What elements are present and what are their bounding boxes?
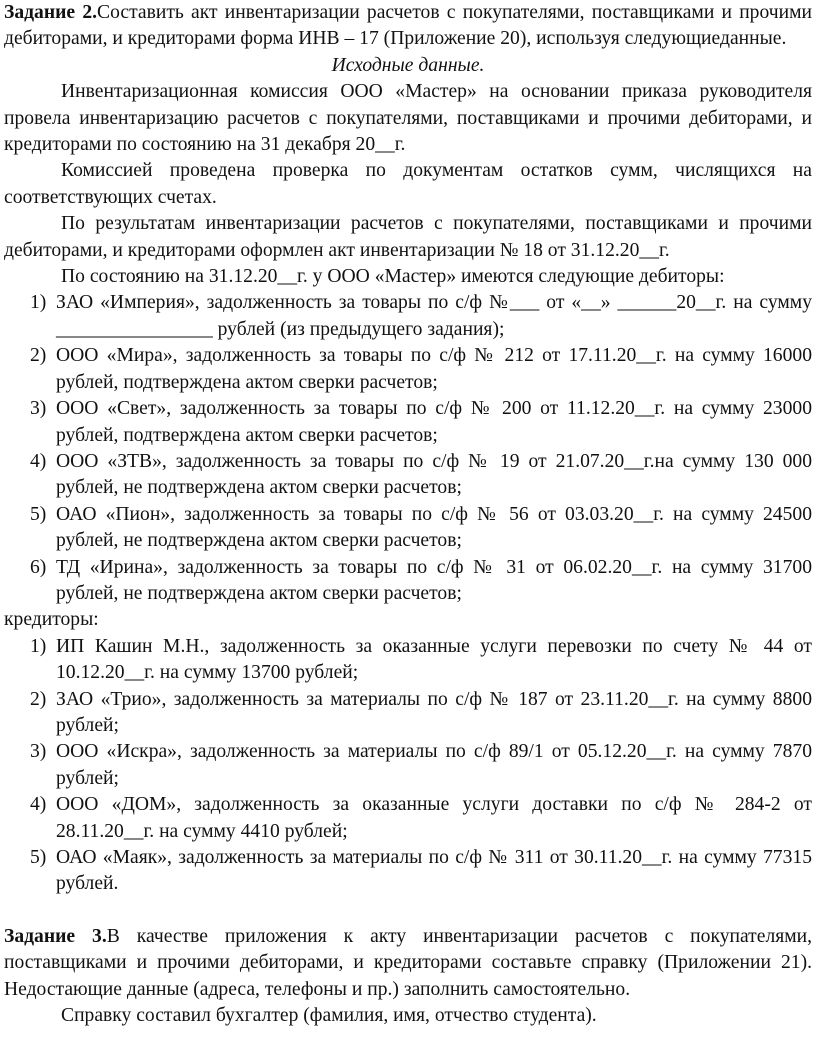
list-number: 4) <box>30 450 47 472</box>
paragraph-reference-author: Справку составил бухгалтер (фамилия, имя, отчество студента). <box>61 1005 597 1027</box>
task3-label: Задание 3. <box>4 925 107 947</box>
list-item <box>4 449 812 502</box>
creditors-list <box>4 634 812 898</box>
list-item <box>4 502 812 555</box>
list-number: 4) <box>30 794 47 816</box>
list-number: 1) <box>30 292 47 314</box>
list-item-text: ООО «Свет», задолженность за товары по с/ф № 200 от 11.12.20__г. на сумму 23000 рублей, подтверждена актом сверки расчетов; <box>56 398 812 446</box>
list-item-text: ЗАО «Трио», задолженность за материалы по с/ф № 187 от 23.11.20__г. на сумму 8800 рублей; <box>56 688 812 736</box>
list-number: 6) <box>30 556 47 578</box>
list-number: 5) <box>30 503 47 525</box>
creditors-label: кредиторы: <box>4 609 99 631</box>
list-number: 2) <box>30 688 47 710</box>
list-item <box>4 792 812 845</box>
list-item <box>4 290 812 343</box>
list-item-text: ОАО «Маяк», задолженность за материалы по с/ф № 311 от 30.11.20__г. на сумму 77315 рублей. <box>56 847 812 895</box>
task2-text: Составить акт инвентаризации расчетов с покупателями, поставщиками и прочими дебиторами, и кредиторами форма ИНВ – 17 (Приложение 20), используя следующиеданные. <box>4 2 812 50</box>
list-item-text: ТД «Ирина», задолженность за товары по с/ф № 31 от 06.02.20__г. на сумму 31700 рублей, не подтверждена актом сверки расчетов; <box>56 556 812 604</box>
task3-text: В качестве приложения к акту инвентаризации расчетов с покупателями, поставщиками и прочими дебиторами, и кредиторами составьте справку (Приложении 21). Недостающие данные (адреса, телефоны и пр.) заполнить самостоятельно. <box>4 925 813 1000</box>
list-number: 1) <box>30 635 47 657</box>
list-item <box>4 396 812 449</box>
paragraph-check: Комиссией проведена проверка по документам остатков сумм, числящихся на соответствующих счетах. <box>4 160 812 208</box>
paragraph-commission: Инвентаризационная комиссия ООО «Мастер» на основании приказа руководителя провела инвентаризацию расчетов с покупателями, поставщиками и прочими дебиторами, и кредиторами по состоянию на 31 декабря 20__г. <box>4 81 812 156</box>
paragraph-act: По результатам инвентаризации расчетов с покупателями, поставщиками и прочими дебиторами, и кредиторами оформлен акт инвентаризации № 18 от 31.12.20__г. <box>4 213 812 261</box>
list-item-text: ИП Кашин М.Н., задолженность за оказанные услуги перевозки по счету № 44 от 10.12.20__г. на сумму 13700 рублей; <box>56 635 812 684</box>
list-item-text: ООО «Мира», задолженность за товары по с/ф № 212 от 17.11.20__г. на сумму 16000 рублей, подтверждена актом сверки расчетов; <box>56 345 812 393</box>
list-item <box>4 739 812 792</box>
task3-intro <box>4 924 812 1003</box>
list-item <box>4 555 812 608</box>
list-item <box>4 343 812 396</box>
list-number: 3) <box>30 398 47 420</box>
list-item-text: ООО «ДОМ», задолженность за оказанные услуги доставки по с/ф № 284-2 от 28.11.20__г. на сумму 4410 рублей; <box>56 794 812 842</box>
list-item <box>4 634 812 687</box>
list-number: 5) <box>30 847 47 868</box>
task2-intro <box>4 0 812 53</box>
list-number: 2) <box>30 345 47 367</box>
list-item-text: ОАО «Пион», задолженность за товары по с/ф № 56 от 03.03.20__г. на сумму 24500 рублей, не подтверждена актом сверки расчетов; <box>56 503 812 552</box>
section-spacer <box>4 898 812 924</box>
paragraph-debtors-intro: По состоянию на 31.12.20__г. у ООО «Мастер» имеются следующие дебиторы: <box>61 266 725 288</box>
list-item <box>4 845 812 898</box>
source-data-heading: Исходные данные. <box>331 54 485 76</box>
list-number: 3) <box>30 741 47 763</box>
list-item-text: ООО «Искра», задолженность за материалы по с/ф 89/1 от 05.12.20__г. на сумму 7870 рублей; <box>56 741 812 789</box>
list-item <box>4 687 812 740</box>
debtors-list <box>4 290 812 607</box>
task2-label: Задание 2. <box>4 2 98 23</box>
list-item-text: ООО «ЗТВ», задолженность за товары по с/ф № 19 от 21.07.20__г.на сумму 130 000 рублей, не подтверждена актом сверки расчетов; <box>56 450 812 499</box>
list-item-text: ЗАО «Империя», задолженность за товары по с/ф №___ от «__» ______20__г. на сумму ________________ рублей (из предыдущего задания); <box>56 292 812 340</box>
